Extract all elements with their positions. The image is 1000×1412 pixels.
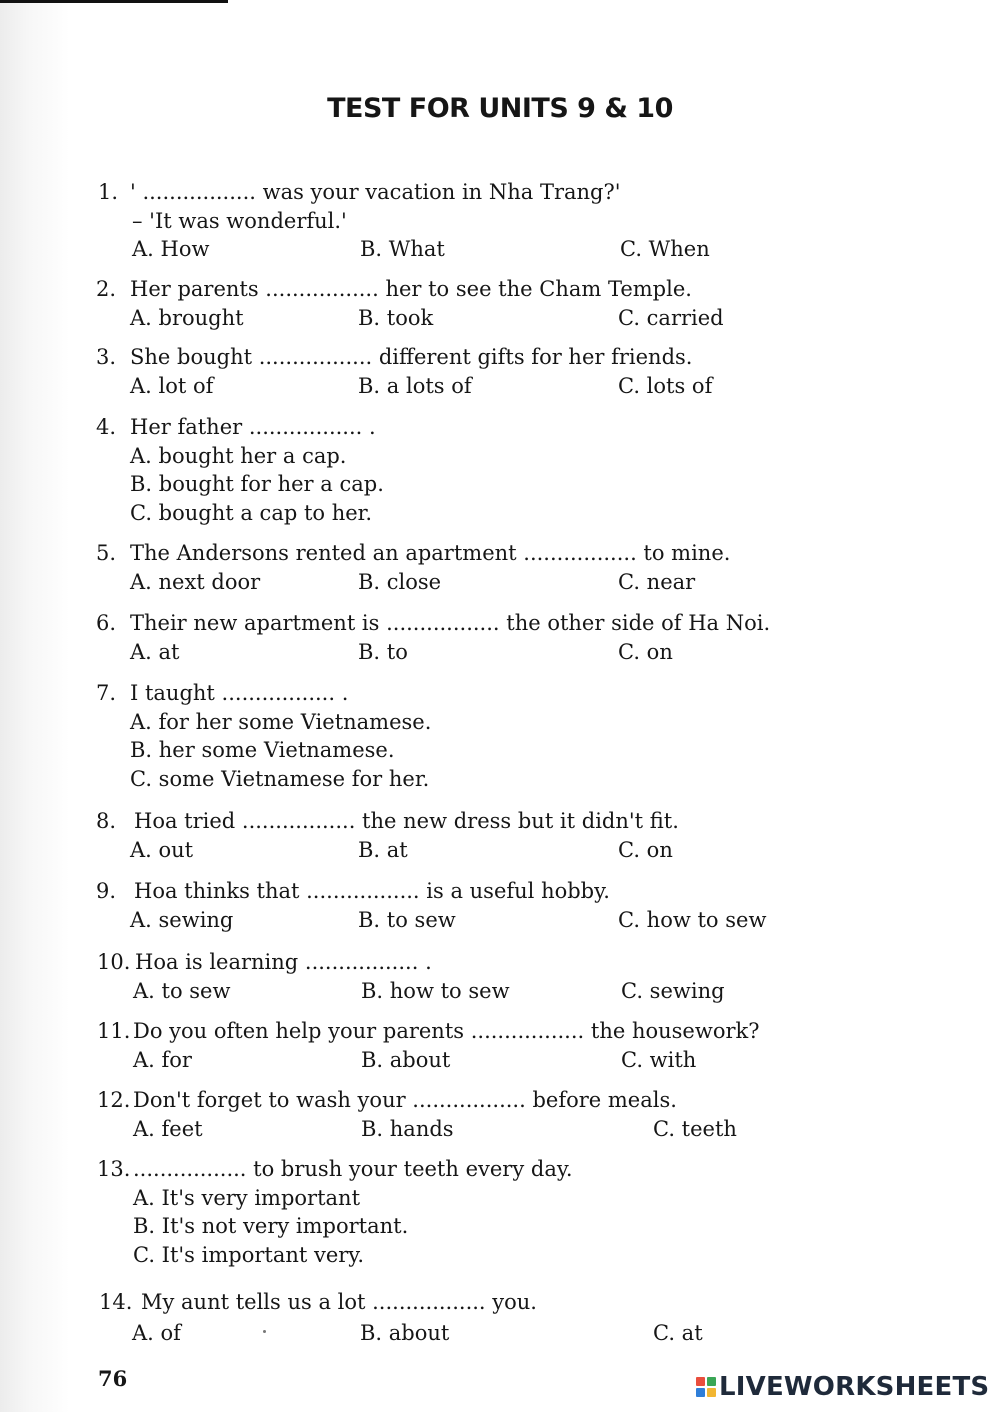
option-b[interactable]: B. to — [358, 639, 408, 664]
option-c[interactable]: C. on — [618, 639, 673, 664]
question-text: My aunt tells us a lot ................. you. — [141, 1290, 537, 1314]
question-number: 4. — [96, 415, 117, 439]
option-a[interactable]: A. for — [133, 1047, 192, 1072]
option-a[interactable]: A. feet — [133, 1116, 203, 1141]
question-text: She bought ................. different gifts for her friends. — [130, 345, 693, 369]
option-c[interactable]: C. carried — [618, 305, 724, 330]
logo-square — [696, 1388, 705, 1397]
option-c[interactable]: C. with — [621, 1047, 697, 1072]
option-a[interactable]: A. bought her a cap. — [130, 443, 347, 468]
option-a[interactable]: A. It's very important — [133, 1185, 361, 1210]
option-b[interactable]: B. how to sew — [361, 978, 510, 1003]
option-b[interactable]: B. to sew — [358, 907, 456, 932]
question-number: 11. — [97, 1019, 131, 1043]
question-text: Hoa thinks that ................. is a useful hobby. — [134, 879, 610, 903]
logo-square — [696, 1377, 705, 1386]
answer-quote: – 'It was wonderful.' — [132, 208, 347, 233]
option-b[interactable]: B. It's not very important. — [133, 1214, 409, 1238]
option-b[interactable]: B. her some Vietnamese. — [130, 738, 395, 762]
question-number: 1. — [98, 180, 119, 204]
question-text: ................. to brush your teeth every day. — [133, 1157, 573, 1181]
question-text: Don't forget to wash your ................. before meals. — [133, 1088, 677, 1112]
question-number: 8. — [96, 809, 117, 833]
logo-square — [707, 1388, 716, 1397]
page-title: TEST FOR UNITS 9 & 10 — [327, 93, 673, 124]
question-number: 10. — [97, 950, 131, 974]
top-rule — [0, 0, 228, 3]
option-a[interactable]: A. to sew — [133, 978, 231, 1003]
question-text: Do you often help your parents ................. the housework? — [133, 1019, 760, 1043]
option-a[interactable]: A. lot of — [130, 373, 214, 398]
question-number: 9. — [96, 879, 117, 903]
option-c[interactable]: C. lots of — [618, 373, 713, 398]
question-number: 14. — [99, 1290, 133, 1314]
option-b[interactable]: B. bought for her a cap. — [130, 472, 384, 496]
option-a[interactable]: A. How — [132, 237, 210, 261]
question-text: Her parents ................. her to see the Cham Temple. — [130, 277, 692, 301]
question-text: Hoa tried ................. the new dress but it didn't fit. — [134, 809, 679, 833]
option-c[interactable]: C. teeth — [653, 1116, 737, 1141]
option-a[interactable]: A. at — [130, 639, 180, 664]
speck — [263, 1330, 266, 1333]
option-b[interactable]: B. a lots of — [358, 373, 472, 398]
question-text: I taught ................. . — [130, 681, 349, 705]
question-number: 13. — [97, 1157, 131, 1181]
question-text: Hoa is learning ................. . — [135, 950, 432, 974]
option-a[interactable]: A. brought — [130, 305, 244, 330]
question-number: 12. — [97, 1088, 131, 1112]
question-number: 3. — [96, 345, 117, 369]
option-b[interactable]: B. took — [358, 305, 434, 330]
question-number: 6. — [96, 611, 117, 635]
question-text: ' ................. was your vacation in Nha Trang?' — [130, 180, 621, 204]
option-b[interactable]: B. about — [360, 1321, 450, 1345]
option-a[interactable]: A. next door — [130, 569, 261, 594]
liveworksheets-logo-icon — [696, 1377, 716, 1397]
option-b[interactable]: B. What — [360, 237, 445, 261]
logo-square — [707, 1377, 716, 1386]
option-b[interactable]: B. close — [358, 569, 442, 594]
option-c[interactable]: C. on — [618, 837, 673, 862]
option-c[interactable]: C. how to sew — [618, 907, 767, 932]
option-c[interactable]: C. When — [620, 237, 710, 261]
option-c[interactable]: C. It's important very. — [133, 1242, 365, 1267]
brand-name: LIVEWORKSHEETS — [719, 1372, 990, 1402]
question-number: 5. — [96, 541, 117, 565]
option-b[interactable]: B. about — [361, 1047, 451, 1072]
question-text: The Andersons rented an apartment ................. to mine. — [130, 541, 731, 565]
option-c[interactable]: C. at — [653, 1321, 703, 1345]
option-c[interactable]: C. bought a cap to her. — [130, 500, 373, 525]
option-b[interactable]: B. at — [358, 837, 408, 862]
question-number: 7. — [96, 681, 117, 705]
option-c[interactable]: C. near — [618, 569, 696, 594]
question-number: 2. — [96, 277, 117, 301]
option-c[interactable]: C. sewing — [621, 978, 725, 1003]
brand-watermark[interactable] — [696, 1372, 989, 1402]
option-a[interactable]: A. for her some Vietnamese. — [130, 709, 432, 734]
option-a[interactable]: A. out — [130, 837, 194, 862]
question-text: Her father ................. . — [130, 415, 376, 439]
option-c[interactable]: C. some Vietnamese for her. — [130, 766, 430, 791]
option-a[interactable]: A. sewing — [130, 907, 234, 932]
option-b[interactable]: B. hands — [361, 1116, 454, 1141]
question-text: Their new apartment is ................. the other side of Ha Noi. — [130, 611, 771, 635]
page-number: 76 — [98, 1366, 128, 1391]
option-a[interactable]: A. of — [132, 1321, 181, 1345]
